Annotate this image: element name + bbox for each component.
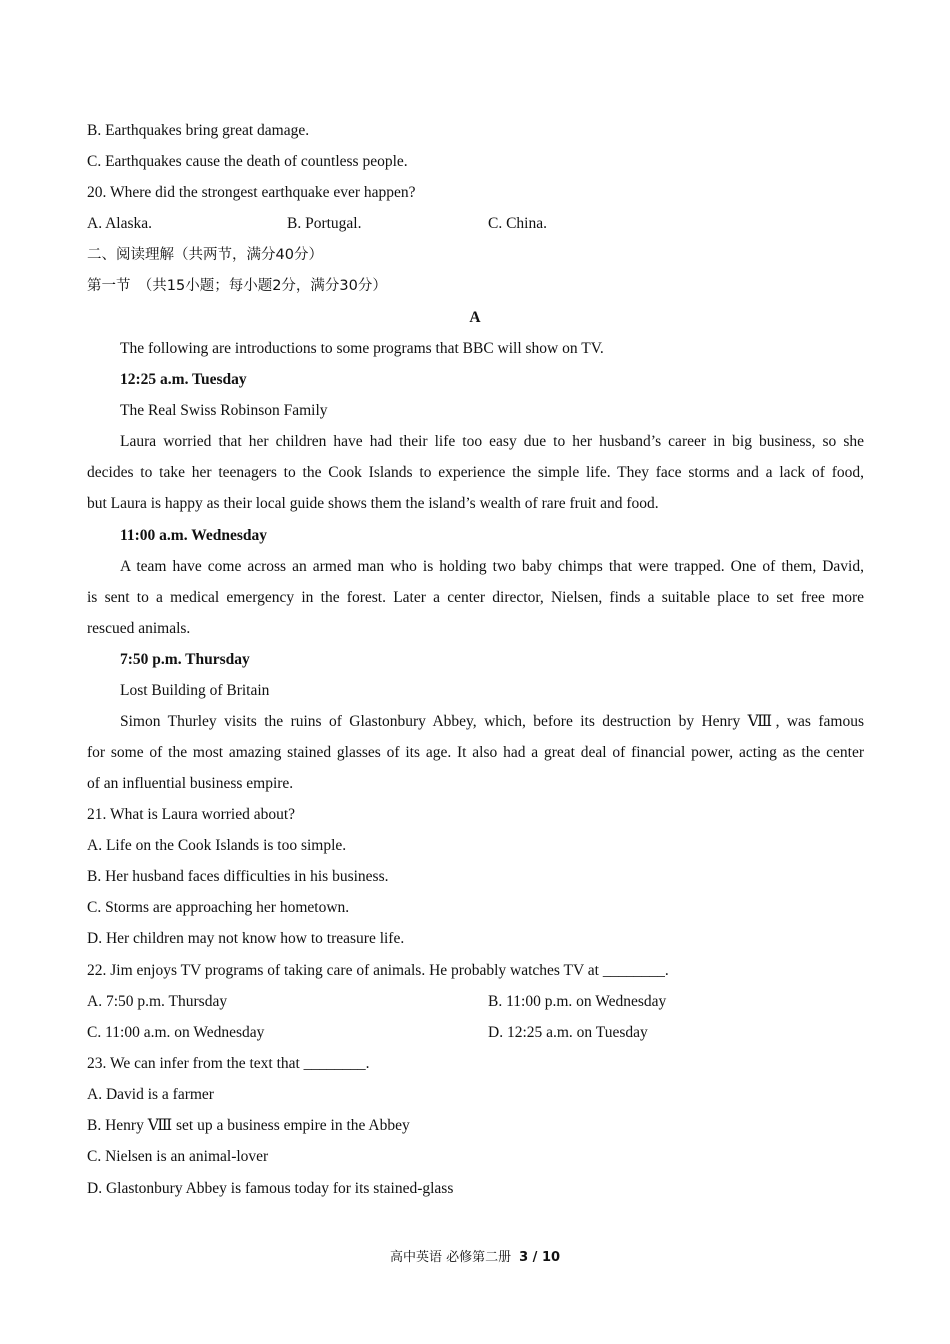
program2-text-line3: rescued animals. — [87, 620, 191, 637]
q19-option-b: B. Earthquakes bring great damage. — [87, 122, 310, 139]
program3-text-line3: of an influential business empire. — [87, 775, 294, 792]
q22-option-d: D. 12:25 a.m. on Tuesday — [488, 1024, 648, 1041]
program1-text-line2: decides to take her teenagers to the Cook Islands to experience the simple life. They face storms and a lack of food, — [87, 464, 864, 481]
q21-option-b: B. Her husband faces difficulties in his business. — [87, 868, 389, 885]
program1-text-line3: but Laura is happy as their local guide shows them the island’s wealth of rare fruit and food. — [87, 495, 659, 512]
program1-text-line1: Laura worried that her children have had their life too easy due to her husband’s career in big business, so she — [120, 433, 864, 450]
passage-label: A — [469, 309, 481, 326]
program3-time: 7:50 p.m. Thursday — [120, 651, 250, 668]
q20-stem: 20. Where did the strongest earthquake ever happen? — [87, 184, 416, 201]
q22-option-b: B. 11:00 p.m. on Wednesday — [488, 993, 667, 1010]
q23-option-a: A. David is a farmer — [87, 1086, 214, 1103]
q21-option-a: A. Life on the Cook Islands is too simple. — [87, 837, 347, 854]
page-footer — [0, 1246, 950, 1265]
footer-title: 高中英语 必修第二册 — [389, 1250, 512, 1265]
program3-text-line1: Simon Thurley visits the ruins of Glastonbury Abbey, which, before its destruction by Henry Ⅷ, was famous — [120, 713, 864, 730]
q22-option-c: C. 11:00 a.m. on Wednesday — [87, 1024, 265, 1041]
q21-stem: 21. What is Laura worried about? — [87, 806, 296, 823]
q21-option-c: C. Storms are approaching her hometown. — [87, 899, 350, 916]
program1-time: 12:25 a.m. Tuesday — [120, 371, 247, 388]
passage-intro: The following are introductions to some programs that BBC will show on TV. — [120, 340, 604, 357]
program2-text-line2: is sent to a medical emergency in the forest. Later a center director, Nielsen, finds a suitable place to set free more — [87, 589, 864, 606]
q21-option-d: D. Her children may not know how to treasure life. — [87, 930, 405, 947]
q22-stem: 22. Jim enjoys TV programs of taking care of animals. He probably watches TV at ________. — [87, 962, 669, 979]
program2-text-line1: A team have come across an armed man who is holding two baby chimps that were trapped. One of them, David, — [120, 558, 864, 575]
q23-option-c: C. Nielsen is an animal-lover — [87, 1148, 269, 1165]
q23-stem: 23. We can infer from the text that ________. — [87, 1055, 370, 1072]
q23-option-b: B. Henry Ⅷ set up a business empire in the Abbey — [87, 1117, 410, 1134]
q19-option-c: C. Earthquakes cause the death of countless people. — [87, 153, 408, 170]
program2-time: 11:00 a.m. Wednesday — [120, 527, 267, 544]
q23-option-d: D. Glastonbury Abbey is famous today for its stained-glass — [87, 1180, 454, 1197]
program3-text-line2: for some of the most amazing stained glasses of its age. It also had a great deal of financial power, acting as the center — [87, 744, 864, 761]
part2-heading: 二、阅读理解（共两节，满分40分） — [87, 247, 323, 263]
program3-title: Lost Building of Britain — [120, 682, 270, 699]
q20-option-b: B. Portugal. — [287, 215, 362, 232]
q22-option-a: A. 7:50 p.m. Thursday — [87, 993, 228, 1010]
program1-title: The Real Swiss Robinson Family — [120, 402, 328, 419]
q20-option-a: A. Alaska. — [87, 215, 153, 232]
page-number: 3 / 10 — [519, 1250, 561, 1265]
section1-heading: 第一节 （共15小题；每小题2分，满分30分） — [87, 278, 387, 294]
q20-option-c: C. China. — [488, 215, 547, 232]
